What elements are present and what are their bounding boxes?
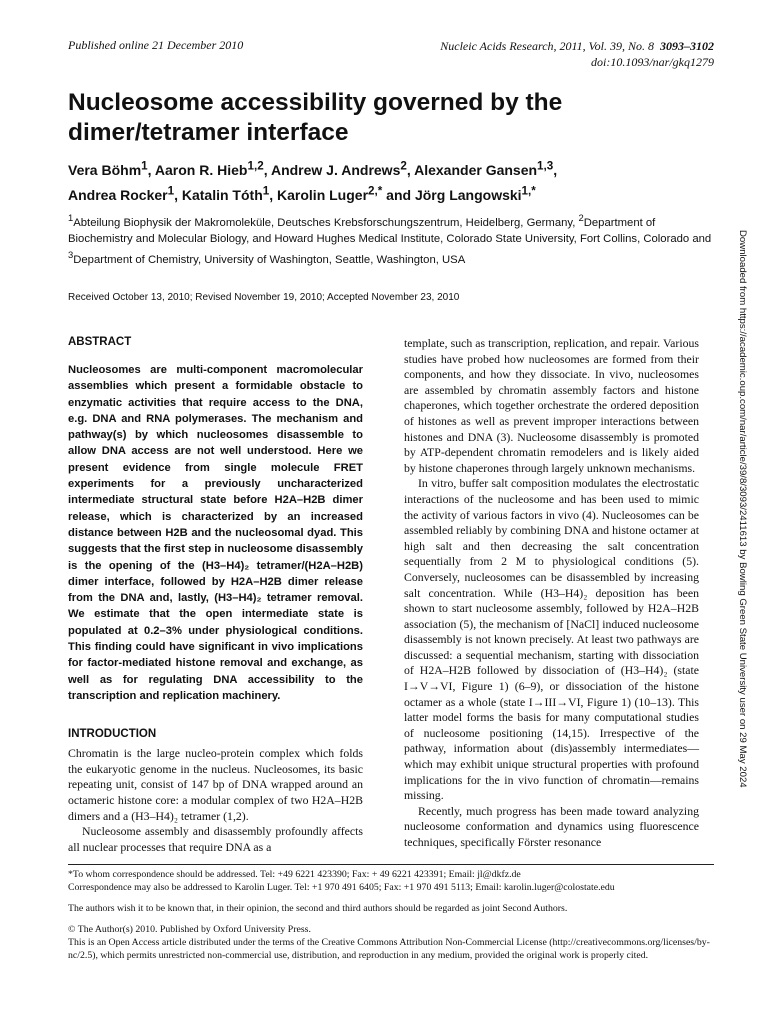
left-column — [68, 336, 363, 855]
affiliations: $^1$Abteilung Biophysik der Makromoleküle, Deutsches Krebsforschungszentrum, Heidelberg, Germany, $^2$Department of Biochemistry and Molecular Biology, and Howard Hughes Medical Institute, Colorado State University, Fort Collins, Colorado and $^3$Department of Chemistry, University of Washington, Seattle, Washington, USA — [68, 212, 712, 266]
joint-authors-note: The authors wish it to be known that, in their opinion, the second and third authors should be regarded as joint Second Authors. — [68, 903, 568, 914]
published-date: Published online 21 December 2010 — [68, 38, 244, 52]
article-title: Nucleosome accessibility governed by the dimer/tetramer interface — [68, 89, 563, 146]
author: Katalin Tóth$^1$, — [181, 184, 278, 204]
abstract-heading: ABSTRACT — [68, 336, 132, 348]
author: Vera Böhm$^1$, — [68, 159, 155, 178]
doi: doi:10.1093/nar/gkq1279 — [591, 55, 714, 69]
license-note: This is an Open Access article distributed under the terms of the Creative Commons Attribution Non-Commercial License (http://creativecommons.org/licenses/by-nc/2.5), which permits unrestricted non-commercial use, distribution, and reproduction in any medium, provided the original work is properly cited. — [68, 937, 710, 961]
footnotes — [68, 868, 716, 970]
author: Andrew J. Andrews$^2$, — [270, 159, 415, 178]
received-dates: Received October 13, 2010; Revised November 19, 2010; Accepted November 23, 2010 — [68, 292, 460, 303]
author: Andrea Rocker$^1$, — [68, 184, 182, 204]
author: Alexander Gansen$^{1,3}$, — [414, 159, 558, 178]
body-paragraph: In vitro, buffer salt composition modulates the electrostatic interactions of the nucleosome and has been used to mimic the activity of various factors in vivo (4). Nucleosomes can be assembled reliably by combining DNA and histone octamer at high salt and then decreasing the salt concentration sequentially from 2 M to physiological conditions (5). Conversely, nucleosomes can be disassembled by increasing salt concentration. While (H3–H4)₂ deposition has been shown to start nucleosome assembly, followed by H2A–H2B association (5), the mechanism of [NaCl] induced nucleosome disassembly is not known precisely. At least two pathways are discussed: a sequential mechanism, starting with dissociation of H2A–H2B followed by dissociation of (H3–H4)₂ (state I→V→VI, Figure 1) (6–9), or dissociation of the histone octamer as a whole (state I→III→VI, Figure 1) (10–13). This latter model forms the basis for many computational studies of nucleosome positioning (14,15). Irrespective of the pathway, information about (dis)assembly intermediates—which may exhibit unique structural properties with profound implications for the in vivo function of chromatin—remains missing. — [404, 476, 699, 803]
intro-paragraph: Chromatin is the large nucleo-protein complex which folds the eukaryotic genome in the nucleus. Nucleosomes, its basic repeating unit, consist of 147 bp of DNA wrapped around an octameric histone core: a modular complex of two H2A–H2B dimers and a (H3–H4)₂ tetramer (1,2). — [68, 746, 363, 823]
body-paragraph: template, such as transcription, replication, and repair. Various studies have probed how nucleosomes are formed from their components, and how they dissociate. In vivo, nucleosomes are assembled by chromatin assembly factors and histone chaperones, which together orchestrate the ordered deposition of histones as well as prevent improper interactions between histones and DNA (3). Nucleosome disassembly is promoted by ATP-dependent chromatin remodelers and is likely aided by histone chaperones through largely unknown mechanisms. — [404, 336, 699, 475]
body-paragraph: Recently, much progress has been made toward analyzing nucleosome conformation and dynamics using fluorescence techniques, specifically Förster resonance — [404, 803, 699, 849]
introduction-heading: INTRODUCTION — [68, 728, 157, 741]
author: Aaron R. Hieb$^{1,2}$, — [154, 159, 271, 178]
affiliation-2: Department of Biochemistry and Molecular Biology, and Howard Hughes Medical Institute, Colorado State University, Fort Collins, Colorado and — [68, 216, 712, 245]
page-range: 3093–3102 — [660, 39, 714, 53]
copyright-note: © The Author(s) 2010. Published by Oxford University Press. — [68, 924, 311, 935]
correspondence-note: *To whom correspondence should be addressed. Tel: +49 6221 423390; Fax: + 49 6221 423391; Email: jl@dkfz.de — [68, 869, 521, 880]
affiliation-3: Department of Chemistry, University of Washington, Seattle, Washington, USA — [73, 253, 466, 266]
affiliation-1: Abteilung Biophysik der Makromoleküle, Deutsches Krebsforschungszentrum, Heidelberg, Germany, — [73, 216, 576, 229]
author-list — [68, 155, 728, 206]
author: Karolin Luger$^{2,*}$ and — [277, 184, 415, 204]
author: Jörg Langowski$^{1,*}$ — [414, 184, 536, 204]
right-column — [404, 336, 699, 851]
abstract-text: Nucleosomes are multi-component macromolecular assemblies which present a formidable obstacle to enzymatic activities that require access to the DNA, e.g. DNA and RNA polymerases. The mechanism and pathway(s) by which nucleosomes disassemble to allow DNA access are not well understood. Here we present evidence from single molecule FRET experiments for a previously uncharacterized intermediate structural state before H2A–H2B dimer release, which is characterized by an increased distance between H2B and the nucleosomal dyad. This suggests that the first step in nucleosome disassembly is the opening of the (H3–H4)₂ tetramer/(H2A–H2B) dimer interface, followed by H2A–H2B dimer release from the DNA and, lastly, (H3–H4)₂ tetramer removal. We estimate that the open intermediate state is populated at 0.2–3% under physiological conditions. This finding could have significant in vivo implications for factor-mediated histone removal and exchange, as well as for regulating DNA accessibility to the transcription and replication machinery. — [68, 364, 363, 702]
intro-paragraph: Nucleosome assembly and disassembly profoundly affects all nuclear processes that require DNA as a — [68, 824, 363, 854]
correspondence-note: Correspondence may also be addressed to Karolin Luger. Tel: +1 970 491 6405; Fax: +1 970 491 5113; Email: karolin.luger@colostate.edu — [68, 882, 615, 893]
footnote-divider — [68, 864, 714, 865]
journal-citation — [440, 38, 714, 70]
journal-name: Nucleic Acids Research, 2011, Vol. 39, No. 8 — [440, 39, 654, 53]
download-watermark: Downloaded from https://academic.oup.com/nar/article/39/8/3093/2411613 by Bowling Green State University user on 29 May 2024 — [737, 230, 748, 788]
